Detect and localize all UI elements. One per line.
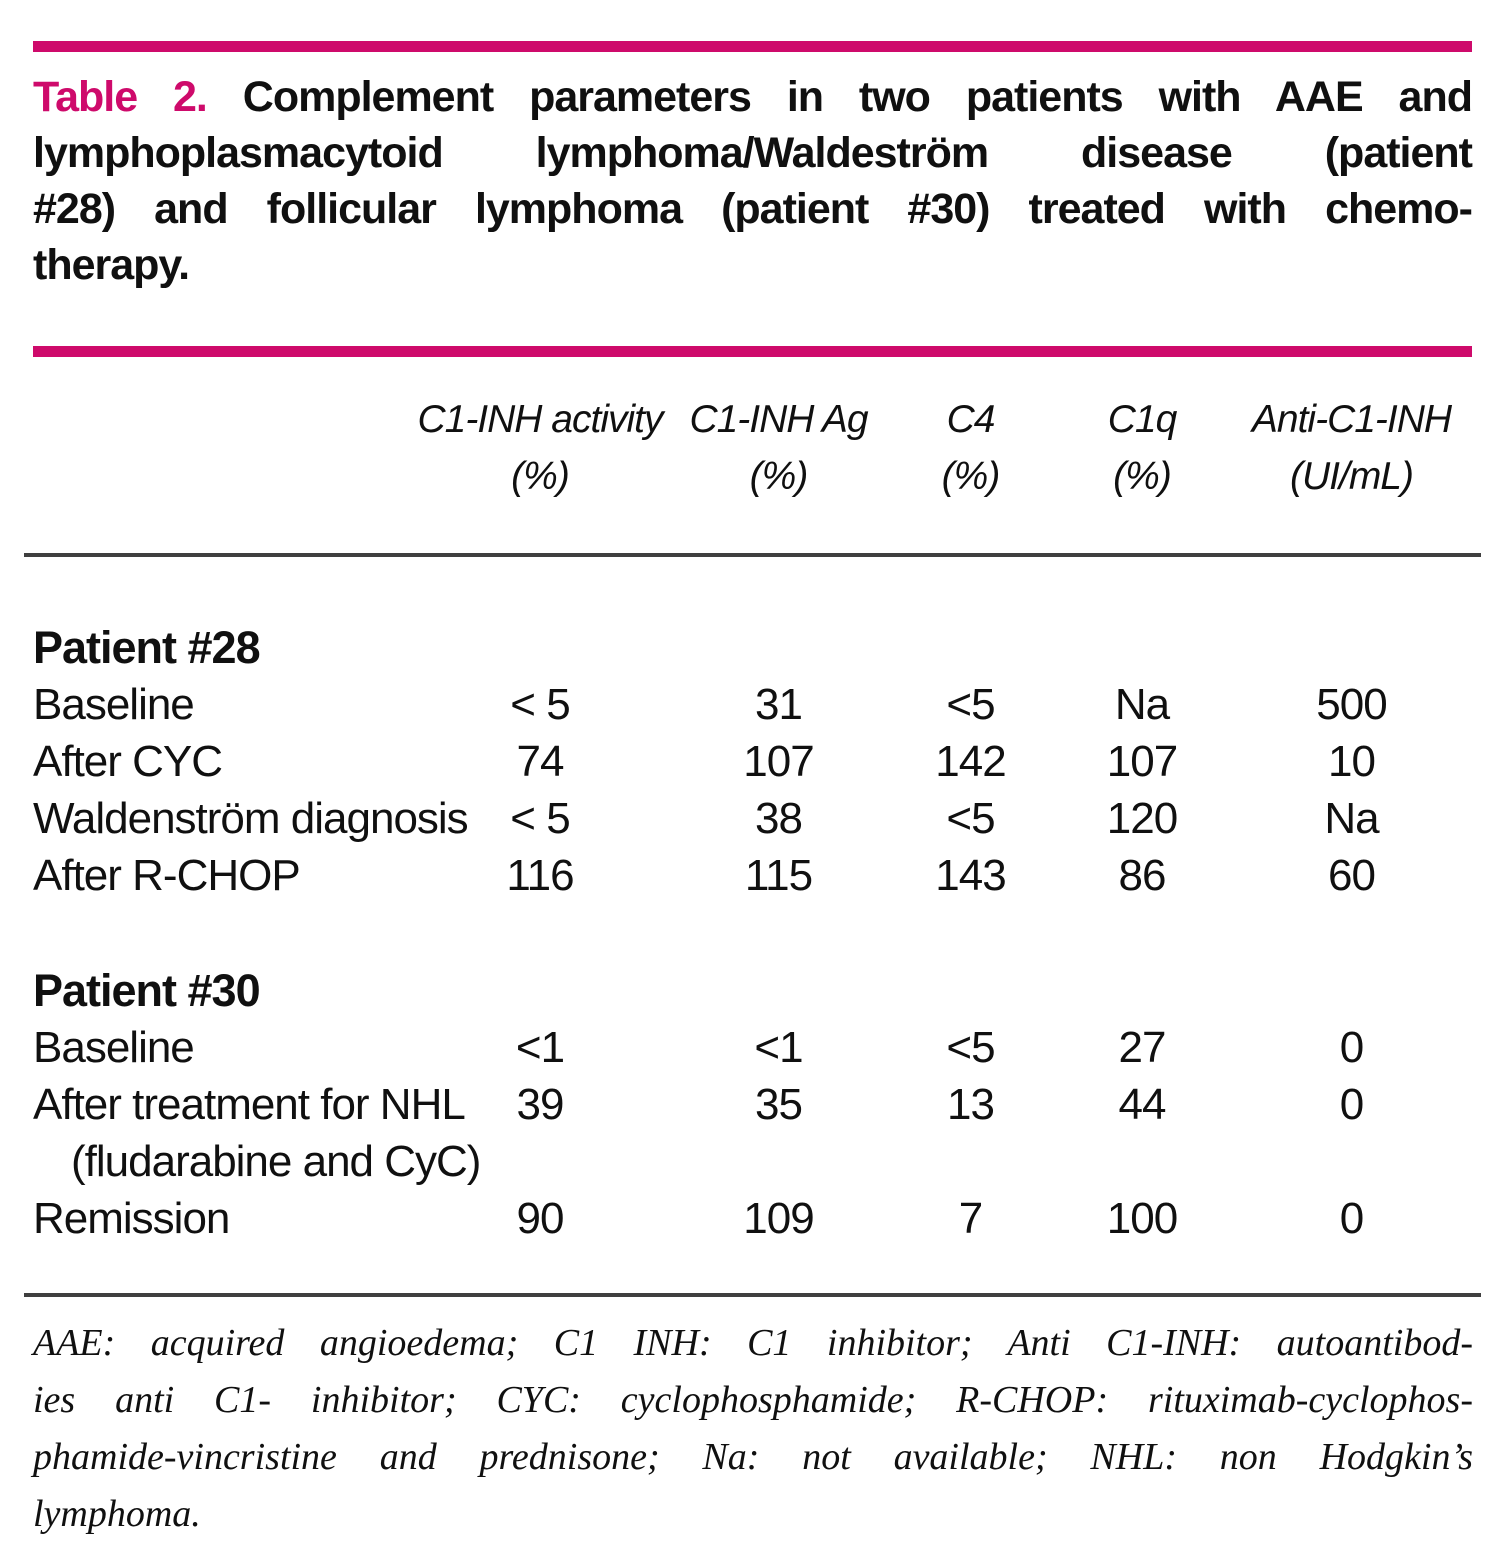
column-header-c1-inh-ag: C1-INH Ag (%) bbox=[689, 398, 868, 498]
table-row: Baseline < 5 31 <5 Na 500 bbox=[33, 680, 1387, 729]
table-footnote bbox=[33, 1315, 1473, 1543]
patient-28-heading: Patient #28 bbox=[33, 622, 260, 673]
top-accent-rule bbox=[33, 41, 1472, 52]
footnote-line-1: AAE: acquired angioedema; C1 INH: C1 inhibitor; Anti C1-INH: autoantibod- bbox=[33, 1322, 1473, 1364]
table-number-label: Table 2. bbox=[33, 73, 207, 121]
column-header-anti-c1-inh: Anti-C1-INH (UI/mL) bbox=[1251, 398, 1452, 498]
header-spacer bbox=[33, 391, 410, 505]
column-header-c1q: C1q (%) bbox=[1107, 398, 1177, 498]
table-row: After treatment for NHL (fludarabine and CyC) 39 35 13 44 0 bbox=[33, 1076, 1473, 1190]
caption-line-3: #28) and follicular lymphoma (patient #30) treated with chemo- bbox=[33, 185, 1472, 233]
table-row: Waldenström diagnosis < 5 38 <5 120 Na bbox=[33, 794, 1379, 843]
table-body bbox=[0, 619, 1505, 1247]
table-row: Remission 90 109 7 100 0 bbox=[33, 1194, 1364, 1243]
caption-line-1 bbox=[33, 69, 1472, 125]
patient-30-section bbox=[0, 962, 1505, 1247]
table-row: Baseline <1 <1 <5 27 0 bbox=[33, 1023, 1364, 1072]
column-header-c4: C4 (%) bbox=[941, 398, 1000, 498]
table-row: After R-CHOP 116 115 143 86 60 bbox=[33, 851, 1375, 900]
column-header-c1-inh-activity: C1-INH activity (%) bbox=[417, 398, 663, 498]
footnote-line-4: lymphoma. bbox=[33, 1493, 201, 1535]
caption-bottom-accent-rule bbox=[33, 346, 1472, 357]
footnote-line-2: ies anti C1- inhibitor; CYC: cyclophosphamide; R-CHOP: rituximab-cyclophos- bbox=[33, 1379, 1473, 1421]
row-label-line-2: (fludarabine and CyC) bbox=[71, 1137, 481, 1186]
caption-line-4: therapy. bbox=[33, 241, 190, 289]
footnote-line-3: phamide-vincristine and prednisone; Na: not available; NHL: non Hodgkin’s bbox=[33, 1436, 1473, 1478]
patient-28-section bbox=[0, 619, 1505, 904]
header-divider-rule bbox=[24, 553, 1481, 557]
patient-30-heading: Patient #30 bbox=[33, 965, 260, 1016]
row-label-line-1: After treatment for NHL bbox=[33, 1080, 465, 1129]
caption-line-2: lymphoplasmacytoid lymphoma/Waldeström disease (patient bbox=[33, 129, 1472, 177]
footnote-divider-rule bbox=[24, 1293, 1481, 1297]
table-caption bbox=[33, 69, 1472, 293]
table-header-row bbox=[33, 391, 1473, 505]
table-row: After CYC 74 107 142 107 10 bbox=[33, 737, 1375, 786]
caption-text-1: Complement parameters in two patients with AAE and bbox=[242, 73, 1472, 121]
